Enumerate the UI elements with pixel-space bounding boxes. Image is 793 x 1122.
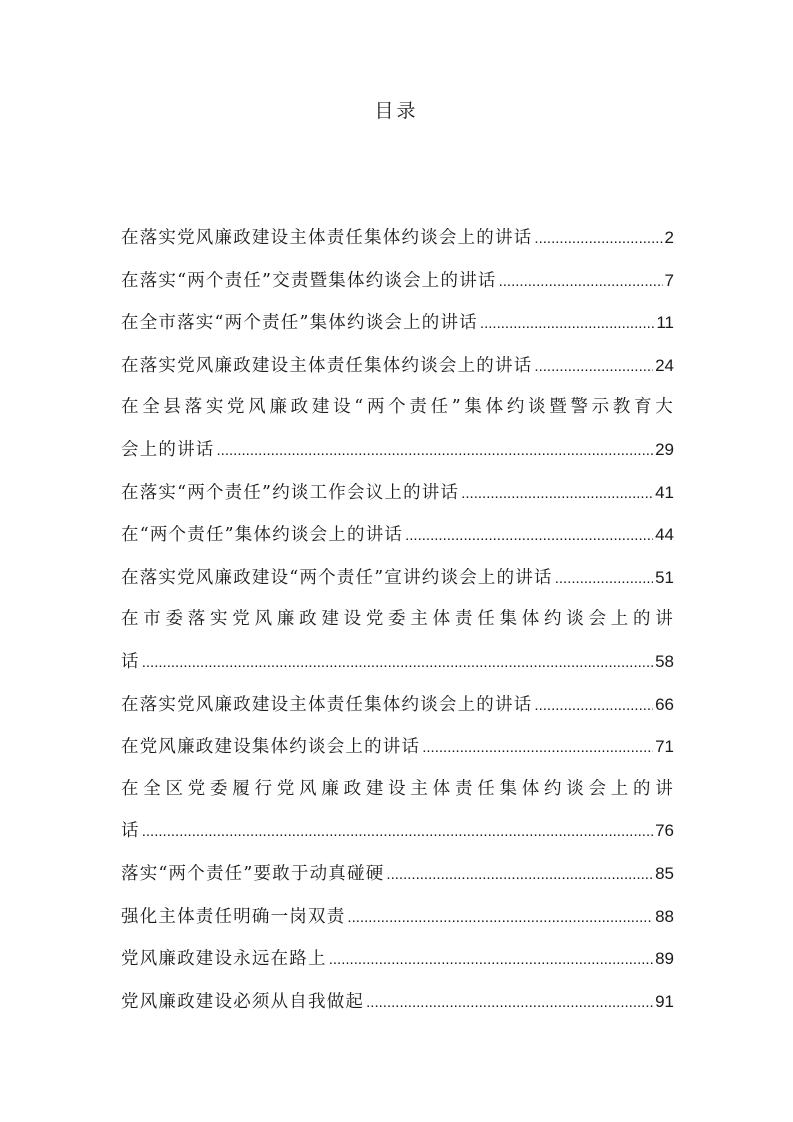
toc-entry-title-line2: 话 [121, 651, 140, 672]
toc-entry[interactable] [121, 387, 674, 471]
toc-entry-title: 在落实党风廉政建设主体责任集体约谈会上的讲话 [121, 228, 533, 248]
dot-leader [142, 811, 653, 853]
dot-leader [422, 727, 653, 769]
dot-leader [217, 430, 654, 472]
toc-entry-title: 党风廉政建设必须从自我做起 [121, 991, 365, 1012]
toc-entry-title: 在落实“两个责任”约谈工作会议上的讲话 [121, 482, 460, 503]
dot-leader [329, 939, 653, 981]
toc-entry[interactable] [121, 260, 674, 303]
toc-entry-title-line2: 会上的讲话 [121, 439, 215, 460]
toc-entry[interactable] [121, 853, 674, 896]
toc-entry-title: 在党风廉政建设集体约谈会上的讲话 [121, 737, 421, 758]
toc-entry[interactable] [121, 514, 674, 557]
dot-leader [480, 303, 654, 345]
toc-page-number: 11 [656, 313, 674, 333]
toc-entry-title-line1: 在全县落实党风廉政建设“两个责任”集体约谈暨警示教育大 [121, 397, 674, 418]
toc-entry[interactable] [121, 345, 674, 388]
toc-page-number: 91 [655, 991, 674, 1011]
toc-entry-title: 在落实党风廉政建设“两个责任”宣讲约谈会上的讲话 [121, 567, 553, 588]
toc-entry[interactable] [121, 557, 674, 600]
toc-entry-title-line1: 在市委落实党风廉政建设党委主体责任集体约谈会上的讲 [121, 609, 674, 630]
toc-entry[interactable] [121, 217, 674, 260]
toc-page-number: 58 [655, 651, 674, 671]
toc-page-number: 51 [655, 567, 674, 587]
toc-entry-title: 党风廉政建设永远在路上 [121, 949, 327, 970]
toc-page-number: 88 [655, 906, 674, 926]
table-of-contents [121, 217, 674, 1023]
toc-page-number: 7 [664, 270, 674, 290]
toc-entry-title-line2: 话 [121, 821, 140, 842]
dot-leader [386, 854, 653, 896]
toc-page-number: 2 [664, 228, 674, 247]
toc-page-number: 44 [655, 525, 674, 545]
toc-entry[interactable] [121, 599, 674, 683]
toc-entry-title: 在落实党风廉政建设主体责任集体约谈会上的讲话 [121, 694, 533, 715]
toc-entry-title: 在全市落实“两个责任”集体约谈会上的讲话 [121, 313, 478, 334]
toc-entry[interactable] [121, 896, 674, 939]
toc-page-number: 85 [655, 863, 674, 883]
toc-page-number: 41 [655, 482, 674, 502]
toc-entry-title-line1: 在全区党委履行党风廉政建设主体责任集体约谈会上的讲 [121, 778, 674, 799]
toc-page-number: 71 [655, 737, 674, 757]
dot-leader [347, 897, 653, 939]
toc-entry-title: 落实“两个责任”要敢于动真碰硬 [121, 863, 385, 884]
dot-leader [461, 473, 653, 515]
dot-leader [534, 218, 662, 260]
toc-entry[interactable] [121, 472, 674, 515]
dot-leader [555, 558, 653, 600]
toc-entry[interactable] [121, 769, 674, 853]
toc-page-number: 76 [655, 821, 674, 841]
dot-leader [405, 515, 653, 557]
dot-leader [499, 261, 663, 303]
toc-entry[interactable] [121, 981, 674, 1024]
toc-entry[interactable] [121, 684, 674, 727]
toc-entry[interactable] [121, 938, 674, 981]
toc-entry-title: 强化主体责任明确一岗双责 [121, 906, 346, 927]
toc-page-number: 66 [655, 694, 674, 714]
dot-leader [534, 685, 653, 727]
toc-entry[interactable] [121, 302, 674, 345]
toc-entry-title: 在落实“两个责任”交责暨集体约谈会上的讲话 [121, 270, 497, 291]
toc-entry-title: 在“两个责任”集体约谈会上的讲话 [121, 525, 404, 546]
toc-page-number: 24 [655, 355, 674, 375]
dot-leader [366, 982, 653, 1024]
toc-entry-title: 在落实党风廉政建设主体责任集体约谈会上的讲话 [121, 355, 533, 376]
toc-page-number: 89 [655, 949, 674, 969]
toc-entry[interactable] [121, 726, 674, 769]
toc-page-number: 29 [655, 439, 674, 459]
dot-leader [534, 346, 653, 388]
toc-title: 目录 [374, 100, 419, 122]
dot-leader [142, 642, 653, 684]
